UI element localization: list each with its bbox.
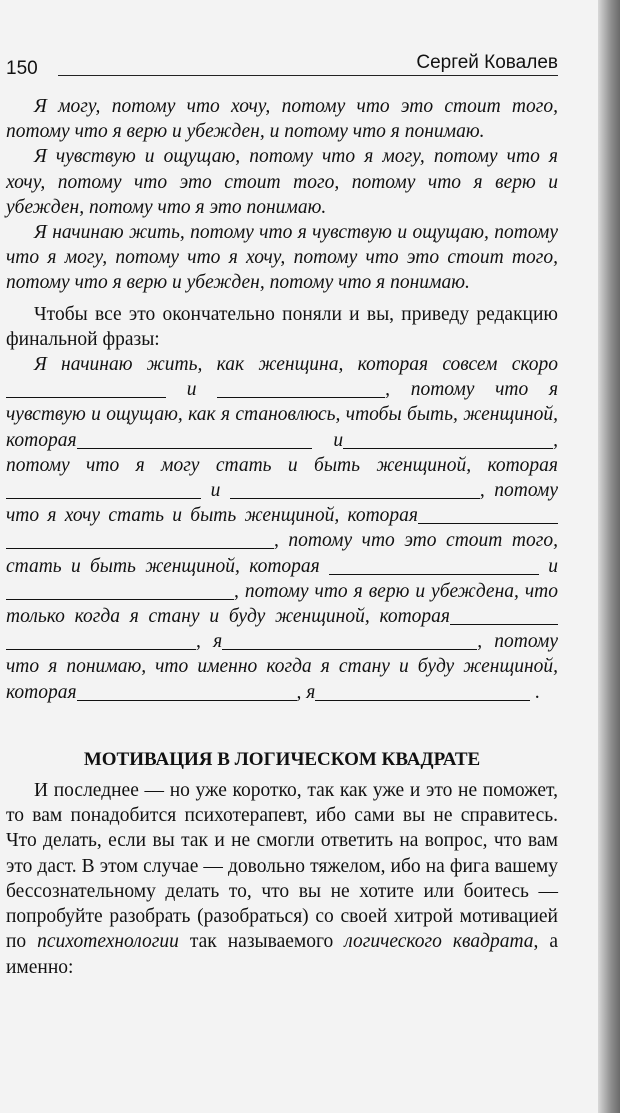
template-text: , потому что я могу стать и быть женщиной, которая — [6, 429, 558, 476]
emphasis: логического квадрата — [344, 931, 534, 953]
running-header — [6, 52, 558, 84]
running-author: Сергей Ковалев — [416, 52, 558, 73]
template-text: , я — [196, 631, 223, 653]
paragraph: Я могу, потому что хочу, потому что это стоит того, потому что я верю и убежден, и потому что я понимаю. — [6, 96, 558, 143]
template-text: Я начинаю жить, как женщина, которая совсем скоро — [34, 354, 558, 376]
fill-blank — [222, 631, 477, 650]
fill-blank — [230, 480, 480, 499]
fill-in-template — [6, 352, 558, 705]
template-text: и — [333, 429, 344, 451]
fill-blank — [77, 430, 312, 449]
page-number: 150 — [6, 58, 38, 79]
emphasis: психотехнологии — [37, 931, 179, 953]
paragraph — [6, 778, 558, 980]
fill-blank — [315, 682, 530, 701]
paragraph-text: , а именно: — [6, 931, 559, 978]
fill-blank — [343, 430, 553, 449]
fill-blank — [77, 682, 297, 701]
paragraph-text: так называемого — [189, 931, 334, 953]
fill-blank — [6, 530, 274, 549]
fill-blank — [450, 606, 558, 625]
fill-blank — [6, 379, 166, 398]
template-text: , потому что это стоит того, стать и быть женщиной, которая — [6, 530, 558, 577]
fill-blank — [418, 505, 558, 524]
template-text: , потому что я хочу стать и быть женщиной, которая — [6, 480, 558, 527]
template-text: и — [548, 555, 558, 577]
fill-blank — [329, 556, 539, 575]
template-text: . — [535, 681, 541, 703]
paragraph: Я начинаю жить, потому что я чувствую и ощущаю, потому что я могу, потому что я хочу, потому что это стоит того, потому что я верю и убежден, потому что я понимаю. — [6, 222, 558, 294]
fill-blank — [6, 581, 234, 600]
template-text: , потому что я верю и убеждена, что только когда я стану и буду женщиной, которая — [6, 580, 558, 628]
header-rule — [58, 75, 558, 76]
fill-blank — [6, 631, 196, 650]
template-text: и — [186, 379, 197, 401]
fill-blank — [217, 379, 385, 398]
fill-blank — [6, 480, 201, 499]
paragraph: Я чувствую и ощущаю, потому что я могу, потому что я хочу, потому что это стоит того, потому что я верю и убежден, потому что я это понимаю. — [6, 146, 558, 218]
template-text: и — [210, 480, 221, 502]
template-text: , потому что я чувствую и ощущаю, как я становлюсь, чтобы быть, женщиной, которая — [6, 379, 559, 451]
section-heading: МОТИВАЦИЯ В ЛОГИЧЕСКОМ КВАДРАТЕ — [83, 748, 481, 770]
paragraph: Чтобы все это окончательно поняли и вы, приведу редакцию финальной фразы: — [6, 303, 558, 350]
template-text: , я — [296, 681, 316, 703]
paragraph-text: И последнее — но уже коротко, так как уже и это не поможет, то вам понадобится психотерапевт, ибо сами вы не справитесь. Что делать, если вы так и не смогли ответить на вопрос, что вам это даст. В этом случае — довольно тяжелом, ибо на фига вашему бессознательному делать то, что вы не хотите или боитесь — попробуйте разобрать (разобраться) со своей хитрой мотивацией по — [6, 780, 558, 953]
page-body — [6, 94, 558, 980]
template-text: , потому что я понимаю, что именно когда я стану и буду женщиной, которая — [6, 631, 558, 703]
page-binding-shadow — [598, 0, 620, 1113]
